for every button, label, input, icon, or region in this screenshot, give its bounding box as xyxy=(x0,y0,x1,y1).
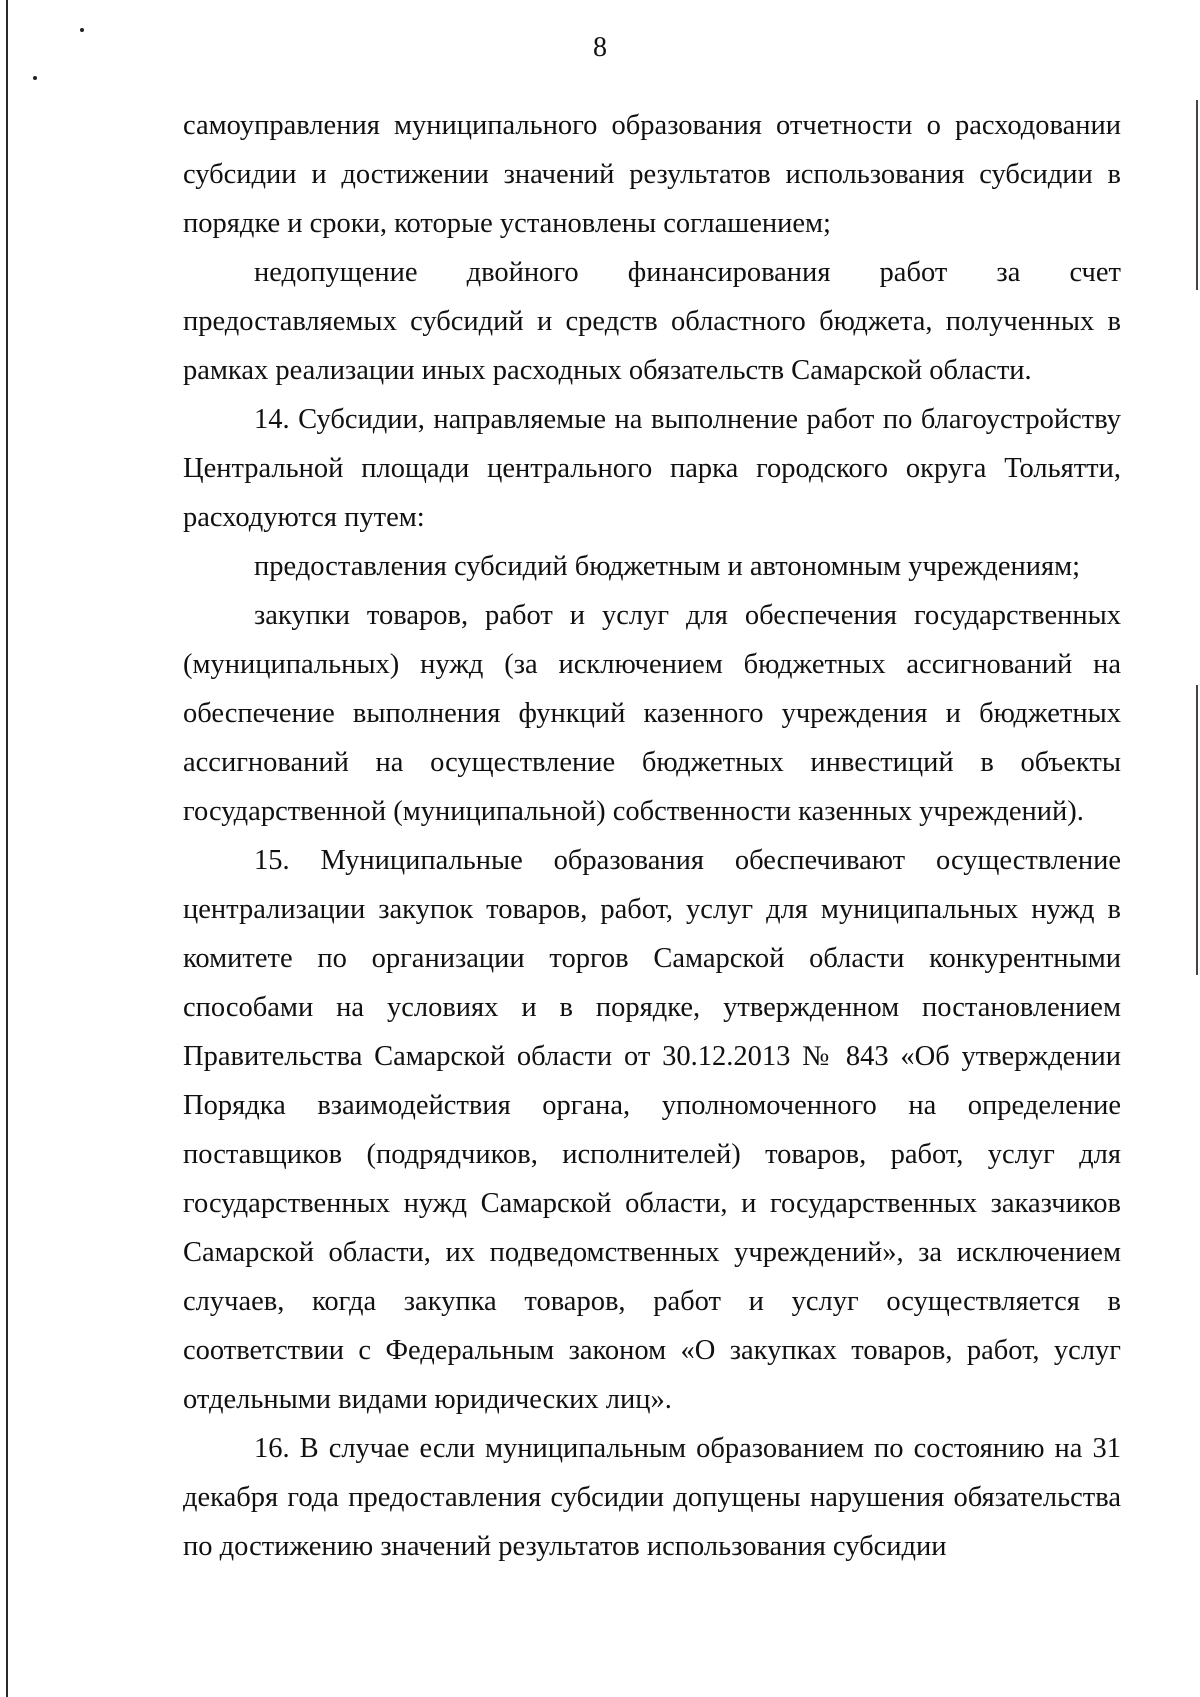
document-body xyxy=(183,101,1121,1571)
paragraph: 14. Субсидии, направляемые на выполнение работ по благоустройству Центральной площади центрального парка городского округа Тольятти, расходуются путем: xyxy=(183,404,1121,533)
paragraph: предоставления субсидий бюджетным и автономным учреждениям; xyxy=(254,551,1081,582)
paragraph: самоуправления муниципального образования отчетности о расходовании субсидии и достижении значений результатов использования субсидии в порядке и сроки, которые установлены соглашением; xyxy=(183,110,1121,239)
scan-edge-right xyxy=(1196,685,1198,975)
paragraph: 15. Муниципальные образования обеспечивают осуществление централизации закупок товаров, работ, услуг для муниципальных нужд в комитете по организации торгов Самарской области конкурентными способами на условиях и в порядке, утвержденном постановлением Правительства Самарской области от 30.12.2013 № 843 «Об утверждении Порядка взаимодействия органа, уполномоченного на определение поставщиков (подрядчиков, исполнителей) товаров, работ, услуг для государственных нужд Самарской области, и государственных заказчиков Самарской области, их подведомственных учреждений», за исключением случаев, когда закупка товаров, работ и услуг осуществляется в соответствии с Федеральным законом «О закупках товаров, работ, услуг отдельными видами юридических лиц». xyxy=(183,845,1121,1415)
paragraph: 16. В случае если муниципальным образованием по состоянию на 31 декабря года предоставления субсидии допущены нарушения обязательства по достижению значений результатов использования субсидии xyxy=(183,1433,1121,1562)
page-number: 8 xyxy=(593,32,607,63)
paragraph: закупки товаров, работ и услуг для обеспечения государственных (муниципальных) нужд (за исключением бюджетных ассигнований на обеспечение выполнения функций казенного учреждения и бюджетных ассигнований на осуществление бюджетных инвестиций в объекты государственной (муниципальной) собственности казенных учреждений). xyxy=(183,600,1121,827)
scan-edge-left xyxy=(6,0,8,1697)
scan-edge-right xyxy=(1196,100,1198,290)
scan-speck xyxy=(33,76,37,80)
paragraph: недопущение двойного финансирования работ за счет предоставляемых субсидий и средств областного бюджета, полученных в рамках реализации иных расходных обязательств Самарской области. xyxy=(183,257,1121,386)
